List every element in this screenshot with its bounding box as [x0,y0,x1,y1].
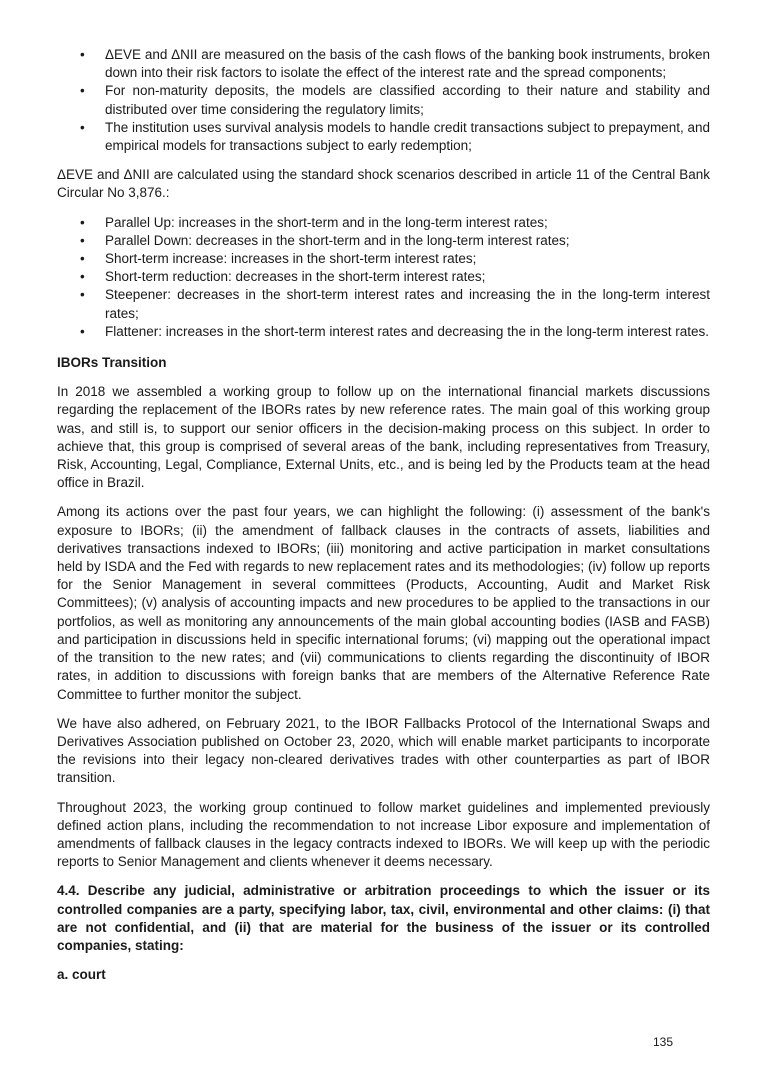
list-item: • ΔEVE and ΔNII are measured on the basis of the cash flows of the banking book instruments, broken down into their risk factors to isolate the effect of the interest rate and the spread components; [57,46,710,82]
list-item: • Short-term reduction: decreases in the short-term interest rates; [57,268,710,286]
ibors-paragraph-2: Among its actions over the past four years, we can highlight the following: (i) assessment of the bank's exposure to IBORs; (ii) the amendment of fallback clauses in the contracts of assets, liabilities and derivatives transactions indexed to IBORs; (iii) monitoring and active participation in market consultations held by ISDA and the Fed with regards to new replacement rates and its methodologies; (iv) follow up reports for the Senior Management in several committees (Products, Accounting, Audit and Market Risk Committees); (v) analysis of accounting impacts and new procedures to be applied to the transactions in our portfolios, as well as monitoring any announcements of the main global accounting bodies (IASB and FASB) and participation in discussions held in specific international forums; (vi) mapping out the operational impact of the transition to the new rates; and (vii) communications to clients regarding the discontinuity of IBOR rates, in addition to discussions with foreign banks that are members of the Alternative Reference Rate Committee to further monitor the subject. [57,504,710,702]
list-item: • The institution uses survival analysis models to handle credit transactions subject to prepayment, and empirical models for transactions subject to early redemption; [57,119,710,155]
ibors-paragraph-3: We have also adhered, on February 2021, to the IBOR Fallbacks Protocol of the International Swaps and Derivatives Association published on October 23, 2020, which will enable market participants to incorporate the revisions into their legacy non-cleared derivatives trades with other counterparties as part of IBOR transition. [57,715,710,786]
document-body [57,46,710,995]
ibors-paragraph-4: Throughout 2023, the working group continued to follow market guidelines and implemented previously defined action plans, including the recommendation to not increase Libor exposure and implementation of amendments of fallback clauses in the legacy contracts indexed to IBORs. We will keep up with the periodic reports to Senior Management and clients whenever it deems necessary. [57,799,710,870]
item-a-court: a. court [57,967,106,983]
risk-measurement-bullet-list [57,46,710,155]
list-item: • Parallel Up: increases in the short-term and in the long-term interest rates; [57,214,710,232]
list-item: • Short-term increase: increases in the short-term interest rates; [57,250,710,268]
list-item: • Parallel Down: decreases in the short-term and in the long-term interest rates; [57,232,710,250]
list-item: • Steepener: decreases in the short-term interest rates and increasing the in the long-term interest rates; [57,286,710,322]
ibors-transition-heading: IBORs Transition [57,355,167,371]
section-4-4-heading: 4.4. Describe any judicial, administrative or arbitration proceedings to which the issuer or its controlled companies are a party, specifying labor, tax, civil, environmental and other claims: (i) that are not confidential, and (ii) that are material for the business of the issuer or its controlled companies, stating: [57,883,710,953]
list-item: • Flattener: increases in the short-term interest rates and decreasing the in the long-term interest rates. [57,323,710,341]
ibors-paragraph-1: In 2018 we assembled a working group to follow up on the international financial markets discussions regarding the replacement of the IBORs rates by new reference rates. The main goal of this working group was, and still is, to support our senior officers in the decision-making process on this subject. In order to achieve that, this group is comprised of several areas of the bank, including representatives from Treasury, Risk, Accounting, Legal, Compliance, External Units, etc., and is being led by the Products team at the head office in Brazil. [57,384,710,491]
list-item: • For non-maturity deposits, the models are classified according to their nature and stability and distributed over time considering the regulatory limits; [57,82,710,118]
page-number: 135 [652,1035,673,1049]
shock-scenarios-bullet-list [57,214,710,341]
shock-scenarios-intro-paragraph: ΔEVE and ΔNII are calculated using the standard shock scenarios described in article 11 of the Central Bank Circular No 3,876.: [57,167,710,201]
